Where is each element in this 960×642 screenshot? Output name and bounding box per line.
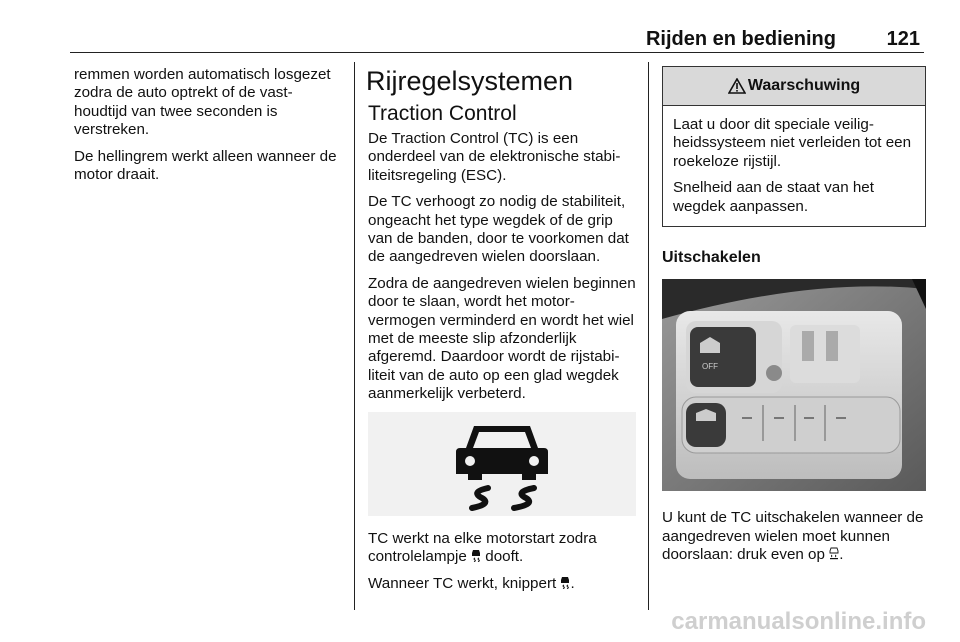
warning-body [663, 106, 925, 226]
paragraph: remmen worden automatisch losgezet zodra de auto optrekt of de vasthoudtijd van twee seconden is verstreken. [74, 66, 331, 139]
column-2 [368, 66, 636, 601]
dashboard-switch-photo [662, 279, 926, 491]
section-heading: Rijregelsystemen [366, 66, 574, 96]
page-header [70, 18, 924, 53]
watermark: carmanualsonline.info [671, 608, 926, 635]
paragraph: De TC verhoogt zo nodig de stabiliteit, ongeacht het type wegdek of de grip van de banden, door te voorkomen dat de aangedreven wielen doorslaan. [368, 193, 629, 266]
subsection-heading: Uitschakelen [662, 249, 761, 267]
paragraph: De hellingrem werkt alleen wanneer de motor draait. [74, 147, 337, 184]
column-1 [74, 66, 340, 192]
page-number: 121 [886, 28, 920, 50]
text: dooft. [485, 548, 524, 566]
traction-control-icon [560, 576, 570, 589]
svg-text:OFF: OFF [702, 362, 718, 372]
section-title: Rijden en bediening [645, 28, 836, 50]
paragraph [368, 575, 636, 593]
column-divider-2 [648, 62, 649, 610]
paragraph: Zodra de aangedreven wielen beginnen door te slaan, wordt het motorvermogen verminderd en wordt het wiel met de meeste slip afzonderlijk afgeremd. Daardoor wordt de rijstabiliteit van de auto op een glad wegdek aanmerkelijk verbeterd. [368, 274, 636, 403]
paragraph [662, 509, 926, 564]
column-3 [662, 66, 926, 573]
text: . [570, 574, 575, 592]
traction-control-icon [471, 549, 481, 562]
traction-control-illustration [368, 412, 636, 516]
paragraph: Laat u door dit speciale veiligheidssysteem niet verleiden tot een roekeloze rijstijl. [673, 116, 912, 170]
dashboard-switch-image [662, 279, 926, 491]
text: TC werkt na elke motorstart zodra controlelampje [368, 529, 597, 566]
warning-header [663, 67, 925, 106]
warning-title: Waarschuwing [747, 76, 861, 94]
warning-box [662, 66, 926, 227]
traction-control-icon [448, 418, 556, 512]
tc-off-icon [829, 547, 839, 560]
paragraph: De Traction Control (TC) is een onderdeel van de elektronische stabiliteitsregeling (ESC). [368, 130, 621, 184]
paragraph [368, 530, 636, 567]
paragraph: Snelheid aan de staat van het wegdek aanpassen. [673, 179, 874, 215]
text: Wanneer TC werkt, knippert [368, 574, 557, 592]
text: . [839, 546, 844, 564]
subsection-heading: Traction Control [368, 102, 517, 125]
warning-triangle-icon [728, 78, 746, 94]
text: U kunt de TC uitschakelen wanneer de aangedreven wielen moet kunnen doorslaan: druk even op [662, 509, 924, 564]
column-divider-1 [354, 62, 355, 610]
